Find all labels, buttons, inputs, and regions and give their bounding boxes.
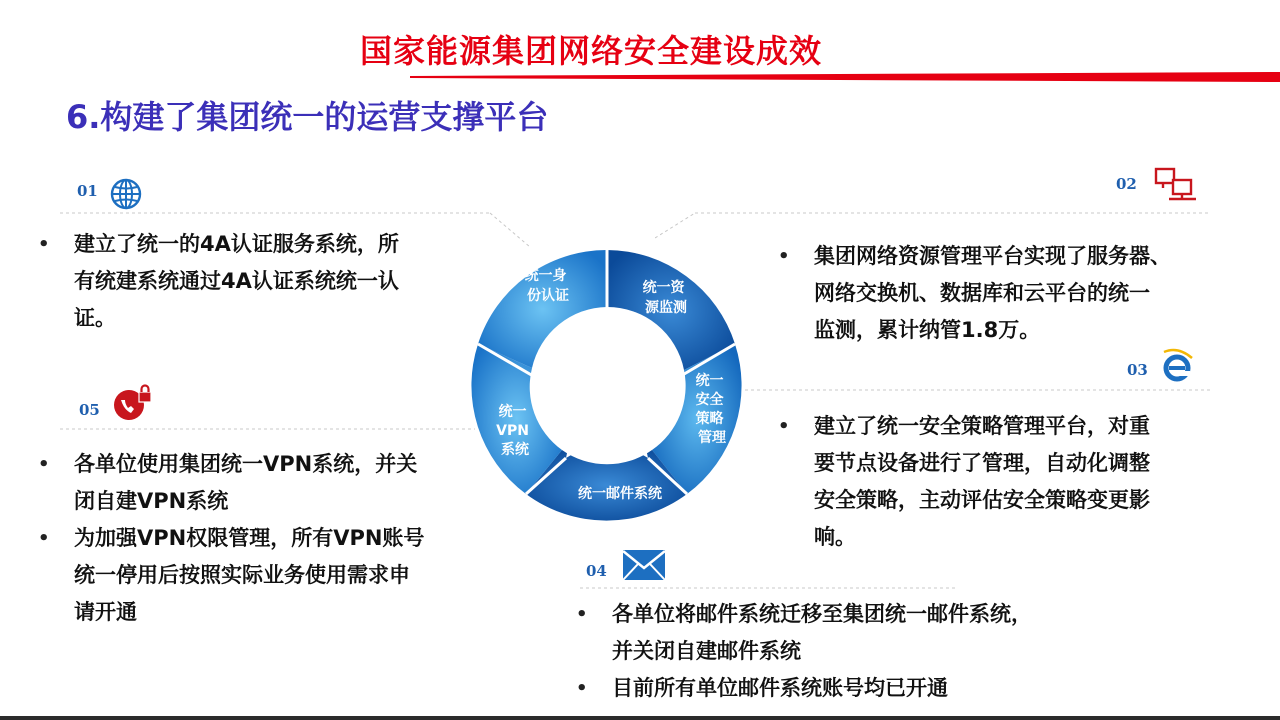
section-04-number: 04 [586, 562, 607, 580]
bullet-mark: • [38, 454, 50, 475]
text-line: 建立了统一安全策略管理平台，对重 [814, 414, 1150, 438]
section-03-divider [745, 388, 1215, 398]
text-line: 证。 [74, 306, 116, 330]
globe-icon [110, 178, 142, 210]
envelope-icon [622, 549, 666, 581]
text-line: 为加强VPN权限管理，所有VPN账号 [74, 526, 425, 550]
text-line: 统一停用后按照实际业务使用需求申 [74, 563, 410, 587]
section-03-bullet-1 [778, 408, 1218, 556]
text-line: 要节点设备进行了管理，自动化调整 [814, 451, 1150, 475]
bullet-mark: • [38, 234, 50, 255]
slide-title: 国家能源集团网络安全建设成效 [360, 32, 823, 70]
text-line: 请开通 [74, 600, 137, 624]
section-02-number: 02 [1116, 175, 1137, 193]
text-line: 并关闭自建邮件系统 [612, 639, 801, 663]
bullet-mark: • [778, 246, 790, 267]
wheel-label-identity: 统一身 份认证 [524, 268, 569, 304]
section-04-text [576, 596, 1136, 707]
text-line: 闭自建VPN系统 [74, 489, 229, 513]
text-line: 网络交换机、数据库和云平台的统一 [814, 281, 1150, 305]
section-05-bullet-2 [38, 520, 478, 631]
internet-explorer-icon [1160, 348, 1196, 384]
wheel-label-security-policy: 统一 安全 策略 管理 [695, 373, 726, 446]
wheel-label-mail-system: 统一邮件系统 [578, 486, 662, 502]
text-line: 各单位将邮件系统迁移至集团统一邮件系统， [612, 602, 1032, 626]
text-line: 响。 [814, 525, 856, 549]
platform-wheel-diagram [462, 240, 752, 530]
bullet-mark: • [576, 678, 588, 699]
section-05-text [38, 446, 478, 631]
section-heading: 6.构建了集团统一的运营支撑平台 [66, 98, 549, 136]
wheel-center-star [540, 322, 674, 458]
wheel-label-vpn-system: 统一 VPN 系统 [496, 404, 529, 458]
text-line: 建立了统一的4A认证服务系统，所 [74, 232, 399, 256]
section-05-number: 05 [79, 401, 100, 419]
text-line: 各单位使用集团统一VPN系统，并关 [74, 452, 418, 476]
text-line: 集团网络资源管理平台实现了服务器、 [814, 244, 1171, 268]
section-05-divider [60, 426, 480, 436]
text-line: 目前所有单位邮件系统账号均已开通 [612, 676, 948, 700]
footer-rule [0, 716, 1280, 720]
section-01-text [38, 226, 478, 337]
section-03-text [778, 408, 1218, 556]
text-line: 监测，累计纳管1.8万。 [814, 318, 1041, 342]
section-04-bullet-2 [576, 670, 1136, 707]
network-computers-icon [1153, 166, 1197, 202]
text-line: 安全策略，主动评估安全策略变更影 [814, 488, 1150, 512]
section-01-number: 01 [77, 182, 98, 200]
section-02-text [778, 238, 1248, 349]
text-line: 有统建系统通过4A认证系统统一认 [74, 269, 399, 293]
bullet-mark: • [778, 416, 790, 437]
vpn-lock-icon [112, 384, 154, 422]
title-underline [410, 72, 1280, 82]
wheel-label-resource-monitor: 统一资 源监测 [642, 280, 687, 316]
section-04-divider [580, 585, 960, 595]
section-03-number: 03 [1127, 361, 1148, 379]
bullet-mark: • [38, 528, 50, 549]
section-01-bullet-1 [38, 226, 478, 337]
section-02-bullet-1 [778, 238, 1248, 349]
section-04-bullet-1 [576, 596, 1136, 670]
section-05-bullet-1 [38, 446, 478, 520]
bullet-mark: • [576, 604, 588, 625]
